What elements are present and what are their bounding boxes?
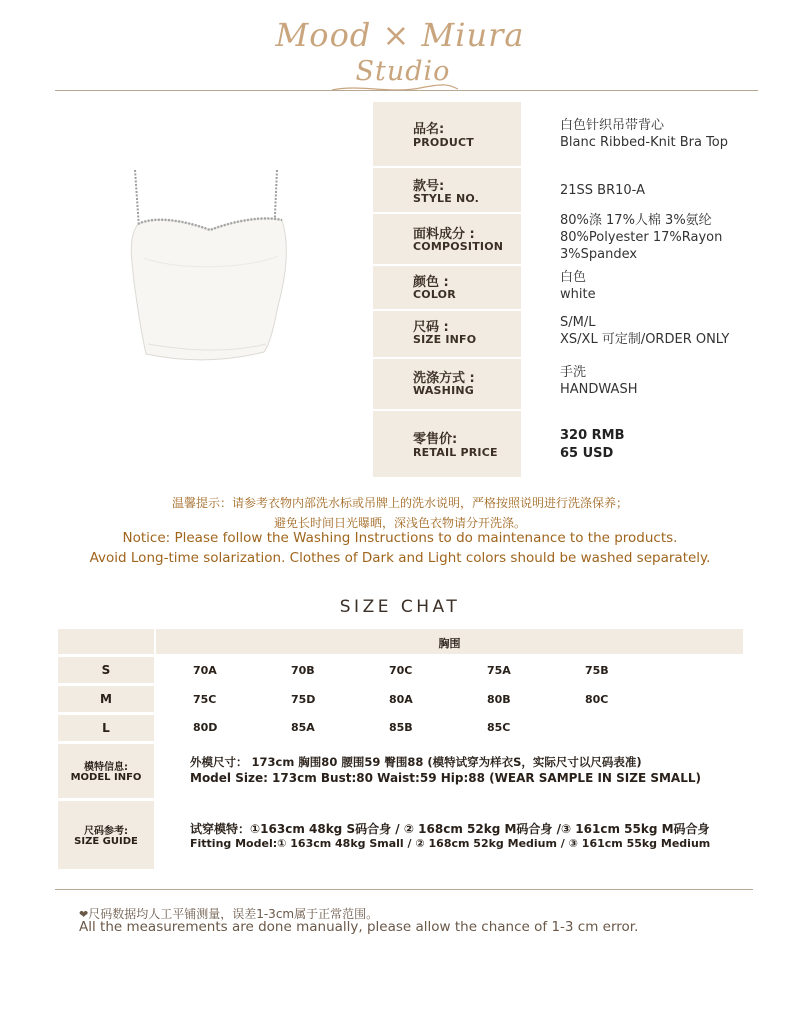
size-cell: 75A	[487, 664, 511, 677]
size-row-label: S	[101, 663, 111, 677]
info-label-cell	[373, 102, 521, 166]
info-row-product	[373, 102, 773, 166]
size-row-label-cell	[58, 686, 154, 712]
info-value: white	[560, 287, 596, 302]
logo-flourish-icon	[330, 82, 460, 94]
size-cell: 80C	[585, 693, 609, 706]
size-cell: 80B	[487, 693, 511, 706]
bust-header-label: 胸围	[438, 637, 461, 650]
info-label-en: COLOR	[413, 288, 456, 301]
info-label-cell	[373, 168, 521, 212]
size-cell: 80A	[389, 693, 413, 706]
info-row-size	[373, 311, 773, 357]
model-info-label-zh: 模特信息:	[84, 762, 128, 773]
footer-note-zh-text: 尺码数据均人工平铺测量，误差1-3cm属于正常范围。	[88, 907, 379, 921]
info-label-en: SIZE INFO	[413, 333, 477, 346]
size-cell: 70B	[291, 664, 315, 677]
info-label-zh: 尺码 :	[413, 320, 449, 335]
info-value: 3%Spandex	[560, 247, 638, 262]
model-info-en: Model Size: 173cm Bust:80 Waist:59 Hip:88 (WEAR SAMPLE IN SIZE SMALL)	[190, 771, 701, 785]
size-cell: 70A	[193, 664, 217, 677]
size-chart-title: SIZE CHAT	[339, 597, 461, 617]
price-usd: 65 USD	[560, 446, 614, 461]
info-label-en: STYLE NO.	[413, 192, 480, 205]
model-info-zh: 外模尺寸： 173cm 胸围80 腰围59 臀围88 (模特试穿为样衣S，实际尺寸以尺码表准)	[190, 755, 642, 769]
info-label-zh: 品名:	[413, 122, 445, 137]
info-label-zh: 面料成分 :	[413, 227, 475, 242]
info-label-en: PRODUCT	[413, 136, 474, 149]
size-guide-label-zh: 尺码参考:	[84, 826, 128, 837]
size-cell: 75D	[291, 693, 316, 706]
info-value: 21SS BR10-A	[560, 183, 645, 198]
notice-en-1: Notice: Please follow the Washing Instructions to do maintenance to the products.	[122, 530, 678, 546]
info-value: 白色	[560, 270, 587, 285]
info-row-composition	[373, 214, 773, 264]
size-cell: 85C	[487, 721, 511, 734]
notice-en-2: Avoid Long-time solarization. Clothes of Dark and Light colors should be washed separately.	[89, 550, 711, 566]
header-divider	[55, 90, 758, 91]
size-chart-corner	[58, 629, 154, 654]
heart-icon: ❤	[79, 908, 89, 921]
info-row-color	[373, 266, 773, 309]
size-cell: 70C	[389, 664, 413, 677]
notice-zh-2: 避免长时间日光曝晒，深浅色衣物请分开洗涤。	[273, 516, 526, 530]
info-value: 白色针织吊带背心	[560, 118, 665, 133]
info-label-zh: 颜色 :	[413, 275, 449, 290]
info-row-washing	[373, 359, 773, 409]
footer-divider	[55, 889, 753, 890]
model-info-label-en: MODEL INFO	[70, 772, 142, 783]
size-cell: 85B	[389, 721, 413, 734]
info-value: S/M/L	[560, 315, 596, 330]
size-cell: 75B	[585, 664, 609, 677]
brand-logo	[0, 12, 800, 92]
info-value: Blanc Ribbed-Knit Bra Top	[560, 135, 729, 150]
info-value: 80%Polyester 17%Rayon	[560, 230, 723, 245]
info-label-en: WASHING	[413, 384, 475, 397]
info-value: XS/XL 可定制/ORDER ONLY	[560, 332, 730, 347]
size-cell: 75C	[193, 693, 217, 706]
info-value: 手洗	[560, 365, 587, 380]
price-rmb: 320 RMB	[560, 428, 625, 443]
size-row-label: M	[100, 692, 112, 706]
size-guide-en: Fitting Model:① 163cm 48kg Small / ② 168cm 52kg Medium / ③ 161cm 55kg Medium	[190, 837, 711, 850]
size-row-label: L	[102, 721, 110, 735]
brand-name: Mood × Miura	[275, 16, 525, 54]
size-cell: 80D	[193, 721, 218, 734]
model-info-label-cell	[58, 744, 154, 798]
info-label-en: COMPOSITION	[413, 240, 504, 253]
footer-note-en: All the measurements are done manually, please allow the chance of 1-3 cm error.	[79, 919, 639, 935]
info-value: 80%涤 17%人棉 3%氨纶	[560, 213, 712, 228]
info-label-zh: 零售价:	[413, 432, 458, 447]
size-row-label-cell	[58, 715, 154, 741]
info-label-zh: 洗涤方式 :	[413, 371, 475, 386]
info-label-zh: 款号:	[413, 179, 445, 194]
bust-header	[156, 629, 743, 654]
size-guide-label-en: SIZE GUIDE	[74, 836, 138, 847]
size-guide-zh: 试穿模特：①163cm 48kg S码合身 / ② 168cm 52kg M码合身 /③ 161cm 55kg M码合身	[190, 822, 710, 836]
size-cell: 85A	[291, 721, 315, 734]
size-row-label-cell	[58, 657, 154, 683]
notice-zh-1: 温馨提示：请参考衣物内部洗水标或吊牌上的洗水说明，严格按照说明进行洗涤保养；	[171, 496, 628, 510]
info-row-style	[373, 168, 773, 212]
product-image	[114, 166, 304, 370]
info-label-en: RETAIL PRICE	[413, 446, 498, 459]
info-row-price	[373, 411, 773, 477]
size-guide-label-cell	[58, 801, 154, 869]
info-value: HANDWASH	[560, 382, 638, 397]
brand-subtitle: Studio	[355, 56, 451, 87]
